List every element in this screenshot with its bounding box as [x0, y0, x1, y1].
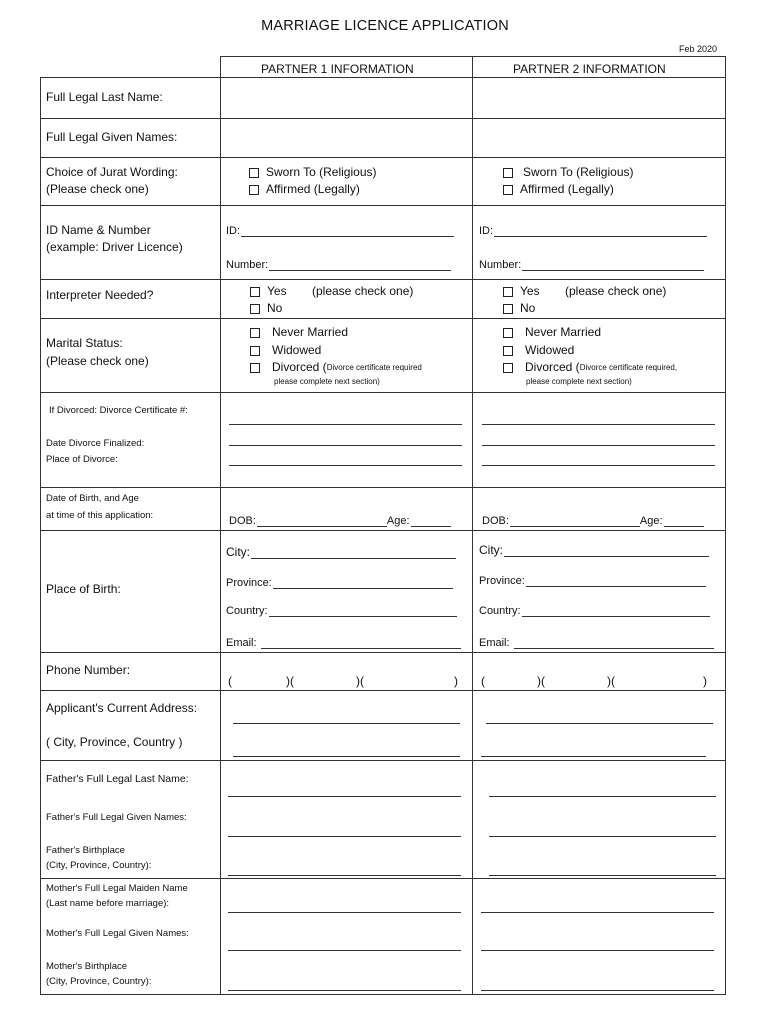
label-mother-birth: Mother's Birthplace	[46, 961, 128, 972]
blank-line	[241, 224, 454, 237]
checkbox[interactable]	[250, 363, 260, 373]
label-father-last: Father's Full Legal Last Name:	[46, 773, 189, 785]
label-marital-hint: (Please check one)	[46, 354, 149, 368]
label-phone: Phone Number:	[46, 663, 131, 677]
partner2-interpreter-yes[interactable]	[503, 283, 540, 300]
checkbox[interactable]	[503, 346, 513, 356]
phone-paren: )(	[286, 674, 294, 688]
partner2-email-field[interactable]	[479, 636, 714, 649]
partner2-address-line[interactable]	[481, 756, 706, 757]
column-divider	[472, 56, 473, 994]
partner2-given-names-field[interactable]	[473, 119, 724, 157]
label-mother-birth-hint: (City, Province, Country):	[46, 976, 152, 987]
partner1-sworn-option[interactable]	[249, 164, 377, 181]
partner1-father-given-line[interactable]	[228, 836, 461, 837]
field-label: Province:	[226, 577, 272, 589]
partner1-email-field[interactable]	[226, 636, 461, 649]
label-father-birth: Father's Birthplace	[46, 845, 125, 856]
row-divider	[40, 652, 726, 653]
label-divorce-date: Date Divorce Finalized:	[46, 438, 145, 449]
label-interpreter: Interpreter Needed?	[46, 288, 154, 302]
option-note: Divorce certificate required,	[579, 362, 678, 372]
label-address-hint: ( City, Province, Country )	[46, 735, 183, 749]
row-divider	[40, 487, 726, 488]
phone-paren: )(	[537, 674, 545, 688]
partner2-id-field[interactable]	[479, 224, 707, 237]
partner2-divorce-date-line[interactable]	[482, 445, 715, 446]
option-label: Affirmed (Legally)	[520, 182, 614, 196]
option-label: Never Married	[272, 325, 349, 339]
partner1-divorced[interactable]	[250, 359, 422, 376]
partner2-widowed[interactable]	[503, 342, 574, 359]
checkbox[interactable]	[503, 304, 513, 314]
label-father-birth-hint: (City, Province, Country):	[46, 860, 152, 871]
field-label: Email:	[226, 637, 257, 649]
partner2-interpreter-hint	[565, 283, 666, 300]
field-label: DOB:	[482, 515, 509, 527]
partner2-father-given-line[interactable]	[489, 836, 716, 837]
label-divorce-cert: If Divorced: Divorce Certificate #:	[49, 405, 188, 416]
field-label: City:	[226, 545, 250, 559]
row-divider	[40, 530, 726, 531]
blank-line	[526, 574, 706, 587]
field-label: Email:	[479, 637, 510, 649]
field-label: City:	[479, 543, 503, 557]
row-divider	[40, 392, 726, 393]
partner1-id-number-field[interactable]	[226, 258, 451, 271]
row-divider	[40, 878, 726, 879]
blank-line	[251, 546, 456, 559]
row-divider	[40, 205, 726, 206]
blank-line	[514, 636, 714, 649]
partner2-father-last-line[interactable]	[489, 796, 716, 797]
row-divider	[40, 318, 726, 319]
option-label: Sworn To (Religious)	[266, 165, 377, 179]
partner2-divorced-note: please complete next section)	[526, 377, 632, 386]
blank-line	[510, 514, 640, 527]
partner1-widowed[interactable]	[250, 342, 321, 359]
partner1-mother-given-line[interactable]	[228, 950, 461, 951]
blank-line	[664, 514, 704, 527]
field-label: Country:	[226, 605, 268, 617]
revision-date: Feb 2020	[678, 44, 717, 54]
label-dob-age: at time of this application:	[46, 510, 154, 521]
partner2-affirmed-option[interactable]	[503, 181, 614, 198]
option-note: Divorce certificate required	[326, 362, 422, 372]
field-label: DOB:	[229, 515, 256, 527]
partner2-father-birth-line[interactable]	[489, 875, 716, 876]
label-mother-given: Mother's Full Legal Given Names:	[46, 928, 189, 939]
label-marital: Marital Status:	[46, 336, 123, 350]
label-id: ID Name & Number	[46, 223, 151, 237]
label-id-example: (example: Driver Licence)	[46, 240, 183, 254]
partner1-father-birth-line[interactable]	[228, 875, 461, 876]
label-jurat-hint: (Please check one)	[46, 182, 149, 196]
blank-line	[273, 576, 453, 589]
partner2-divorce-place-line[interactable]	[482, 465, 715, 466]
partner2-city-field[interactable]	[479, 543, 709, 557]
option-label: Affirmed (Legally)	[266, 182, 360, 196]
option-label: Sworn To (Religious)	[523, 165, 634, 179]
checkbox[interactable]	[503, 287, 513, 297]
option-label: Yes	[520, 284, 540, 298]
phone-paren: )	[703, 674, 707, 688]
partner1-address-line[interactable]	[233, 723, 460, 724]
field-label: ID:	[226, 225, 241, 237]
partner1-mother-maiden-line[interactable]	[228, 912, 461, 913]
row-divider	[40, 157, 726, 158]
partner2-country-field[interactable]	[479, 604, 710, 617]
partner1-divorce-date-line[interactable]	[229, 445, 462, 446]
partner1-affirmed-option[interactable]	[249, 181, 360, 198]
checkbox[interactable]	[503, 363, 513, 373]
partner1-father-last-line[interactable]	[228, 796, 461, 797]
field-label: ID:	[479, 225, 494, 237]
checkbox[interactable]	[503, 185, 513, 195]
checkbox[interactable]	[249, 185, 259, 195]
partner2-sworn-option[interactable]	[503, 164, 634, 181]
partner2-mother-birth-line[interactable]	[481, 990, 714, 991]
label-address: Applicant's Current Address:	[46, 701, 198, 715]
partner1-dob-field[interactable]	[229, 514, 451, 527]
partner1-never-married[interactable]	[250, 324, 348, 341]
label-divorce-place: Place of Divorce:	[46, 454, 118, 465]
option-label: Divorced (	[272, 360, 327, 374]
field-label: Age:	[639, 515, 663, 527]
table-right-border	[725, 56, 726, 994]
blank-line	[522, 604, 710, 617]
blank-line	[261, 636, 461, 649]
blank-line	[504, 544, 709, 557]
phone-paren: (	[228, 674, 232, 688]
partner2-never-married[interactable]	[503, 324, 601, 341]
partner2-divorce-cert-line[interactable]	[482, 424, 715, 425]
partner2-header: PARTNER 2 INFORMATION	[513, 62, 666, 76]
blank-line	[411, 514, 451, 527]
label-last-name: Full Legal Last Name:	[46, 90, 163, 104]
row-divider	[40, 279, 726, 280]
partner2-interpreter-no[interactable]	[503, 300, 535, 317]
blank-line	[269, 604, 457, 617]
phone-paren: )(	[356, 674, 364, 688]
partner1-country-field[interactable]	[226, 604, 457, 617]
option-label: Widowed	[525, 343, 575, 357]
option-label: Yes	[267, 284, 287, 298]
partner1-interpreter-no[interactable]	[250, 300, 282, 317]
option-label: Divorced (	[525, 360, 580, 374]
checkbox[interactable]	[249, 168, 259, 178]
field-label: Age:	[386, 515, 410, 527]
partner1-address-line[interactable]	[233, 756, 460, 757]
partner1-header: PARTNER 1 INFORMATION	[261, 62, 414, 76]
partner2-mother-maiden-line[interactable]	[481, 912, 714, 913]
field-label: Number:	[479, 259, 522, 271]
partner1-divorce-cert-line[interactable]	[229, 424, 462, 425]
partner1-divorce-place-line[interactable]	[229, 465, 462, 466]
label-given-names: Full Legal Given Names:	[46, 130, 178, 144]
label-mother-maiden-hint: (Last name before marriage):	[46, 898, 170, 909]
partner1-interpreter-yes[interactable]	[250, 283, 287, 300]
checkbox[interactable]	[250, 287, 260, 297]
partner2-address-line[interactable]	[486, 723, 713, 724]
option-hint: (please check one)	[312, 284, 414, 298]
phone-paren: )	[454, 674, 458, 688]
blank-line	[269, 258, 451, 271]
option-label: No	[267, 301, 283, 315]
partner1-mother-birth-line[interactable]	[228, 990, 461, 991]
partner1-province-field[interactable]	[226, 576, 453, 589]
label-father-given: Father's Full Legal Given Names:	[46, 812, 187, 823]
partner1-divorced-note: please complete next section)	[274, 377, 380, 386]
partner2-mother-given-line[interactable]	[481, 950, 714, 951]
table-left-border	[40, 77, 41, 994]
checkbox[interactable]	[503, 168, 513, 178]
partner2-last-name-field[interactable]	[473, 78, 724, 118]
table-bottom-border	[40, 994, 726, 995]
checkbox[interactable]	[250, 304, 260, 314]
partner2-id-number-field[interactable]	[479, 258, 704, 271]
checkbox[interactable]	[503, 328, 513, 338]
phone-paren: (	[481, 674, 485, 688]
partner2-dob-field[interactable]	[482, 514, 704, 527]
label-dob: Date of Birth, and Age	[46, 493, 139, 504]
checkbox[interactable]	[250, 346, 260, 356]
column-divider	[220, 56, 221, 994]
label-mother-maiden: Mother's Full Legal Maiden Name	[46, 883, 188, 894]
partner1-interpreter-hint	[312, 283, 413, 300]
field-label: Number:	[226, 259, 269, 271]
phone-paren: )(	[607, 674, 615, 688]
partner1-last-name-field[interactable]	[221, 78, 471, 118]
partner2-province-field[interactable]	[479, 574, 706, 587]
partner1-id-field[interactable]	[226, 224, 454, 237]
blank-line	[494, 224, 707, 237]
blank-line	[257, 514, 387, 527]
partner1-given-names-field[interactable]	[221, 119, 471, 157]
partner2-divorced[interactable]	[503, 359, 677, 376]
option-label: No	[520, 301, 536, 315]
blank-line	[522, 258, 704, 271]
field-label: Country:	[479, 605, 521, 617]
option-label: Widowed	[272, 343, 322, 357]
field-label: Province:	[479, 575, 525, 587]
label-jurat: Choice of Jurat Wording:	[46, 165, 178, 179]
header-top-border	[220, 56, 726, 57]
row-divider	[40, 690, 726, 691]
option-label: Never Married	[525, 325, 602, 339]
label-birthplace: Place of Birth:	[46, 582, 121, 596]
form-title: MARRIAGE LICENCE APPLICATION	[261, 18, 509, 34]
option-hint: (please check one)	[565, 284, 667, 298]
partner1-city-field[interactable]	[226, 545, 456, 559]
checkbox[interactable]	[250, 328, 260, 338]
row-divider	[40, 760, 726, 761]
